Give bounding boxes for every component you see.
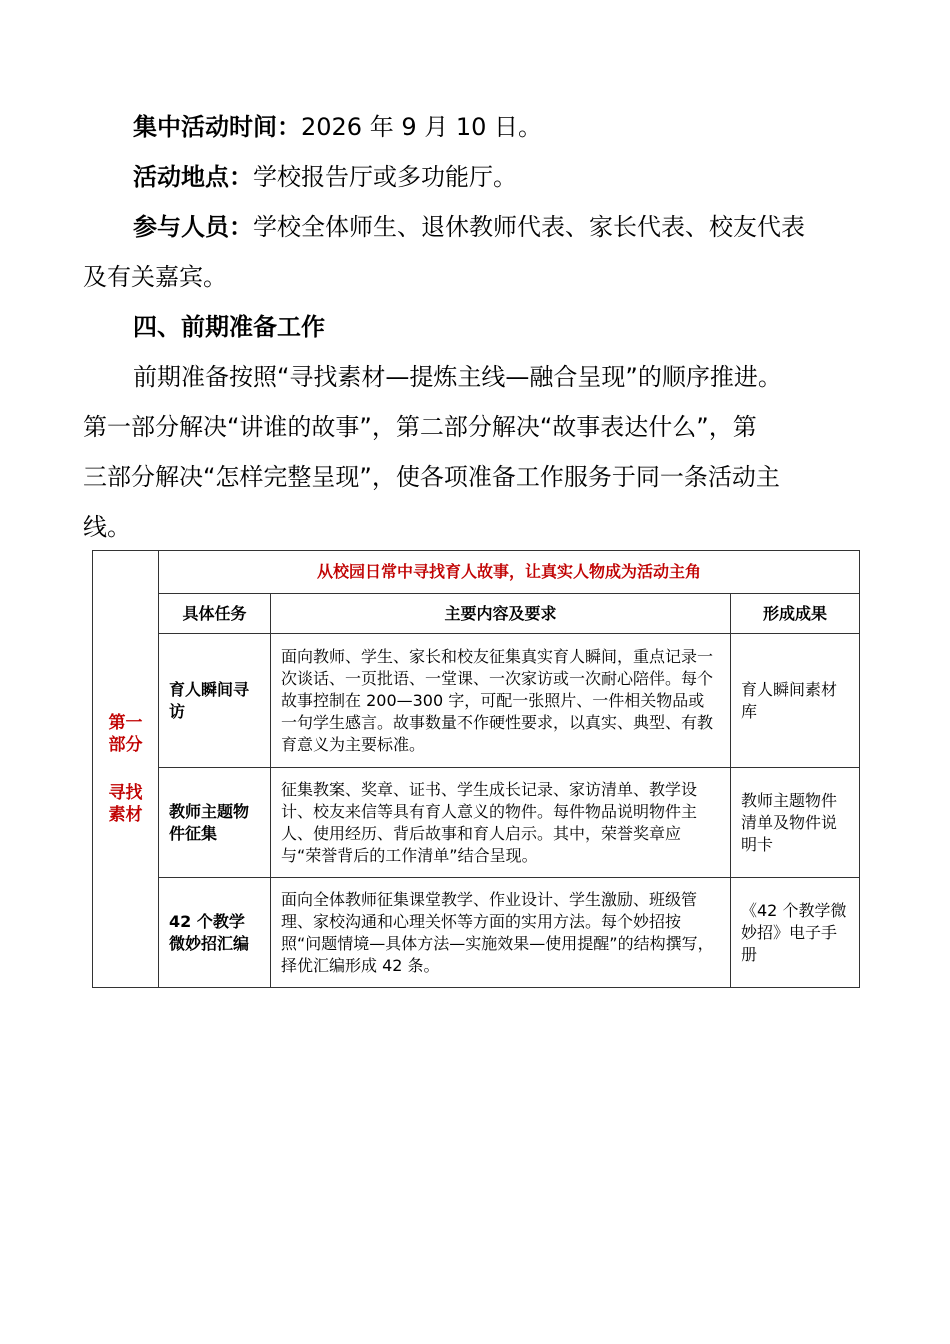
venue-label: 活动地点： [133,163,253,191]
activity-time-line [133,112,923,142]
theme-row [93,551,860,594]
result-cell: 《42 个教学微妙招》电子手册 [731,878,860,988]
header-content: 主要内容及要求 [271,594,731,634]
activity-time-value: 2026 年 9 月 10 日。 [301,113,543,141]
header-result: 形成成果 [731,594,860,634]
participants-continuation: 及有关嘉宾。 [83,263,227,291]
part-title-line-2: 素材 [108,805,143,825]
table-row [93,634,860,768]
participants-value: 学校全体师生、退休教师代表、家长代表、校友代表 [253,213,805,241]
task-cell: 42 个教学微妙招汇编 [159,878,271,988]
activity-time-label: 集中活动时间： [133,113,301,141]
part-number-line-2: 部分 [108,735,143,755]
content-cell: 面向全体教师征集课堂教学、作业设计、学生激励、班级管理、家校沟通和心理关怀等方面的实用方法。每个妙招按照“问题情境—具体方法—实施效果—使用提醒”的结构撰写，择优汇编形成 42 条。 [271,878,731,988]
venue-value: 学校报告厅或多功能厅。 [253,163,517,191]
prep-paragraph-line-3: 三部分解决“怎样完整呈现”，使各项准备工作服务于同一条活动主 [83,463,780,491]
part-number-line-1: 第一 [108,713,143,733]
column-header-row [93,594,860,634]
prep-paragraph-line-4: 线。 [83,513,131,541]
result-cell: 育人瞬间素材库 [731,634,860,768]
prep-paragraph-line-2: 第一部分解决“讲谁的故事”，第二部分解决“故事表达什么”，第 [83,413,757,441]
part-title-line-1: 寻找 [108,783,143,803]
participants-label: 参与人员： [133,213,253,241]
header-task: 具体任务 [159,594,271,634]
result-cell: 教师主题物件清单及物件说明卡 [731,768,860,878]
section-heading: 四、前期准备工作 [133,313,325,341]
preparation-table [92,550,860,988]
theme-heading: 从校园日常中寻找育人故事，让真实人物成为活动主角 [159,551,860,594]
venue-line [133,162,923,192]
task-cell: 育人瞬间寻访 [159,634,271,768]
content-cell: 面向教师、学生、家长和校友征集真实育人瞬间，重点记录一次谈话、一页批语、一堂课、一次家访或一次耐心陪伴。每个故事控制在 200—300 字，可配一张照片、一件相关物品或一句学生感言。故事数量不作硬性要求，以真实、典型、有教育意义为主要标准。 [271,634,731,768]
prep-paragraph-line-1: 前期准备按照“寻找素材—提炼主线—融合呈现”的顺序推进。 [133,363,782,391]
content-cell: 征集教案、奖章、证书、学生成长记录、家访清单、教学设计、校友来信等具有育人意义的物件。每件物品说明物件主人、使用经历、背后故事和育人启示。其中，荣誉奖章应与“荣誉背后的工作清单”结合呈现。 [271,768,731,878]
table-row [93,768,860,878]
participants-line [133,212,923,242]
table-row [93,878,860,988]
part-label-cell [93,551,159,988]
task-cell: 教师主题物件征集 [159,768,271,878]
